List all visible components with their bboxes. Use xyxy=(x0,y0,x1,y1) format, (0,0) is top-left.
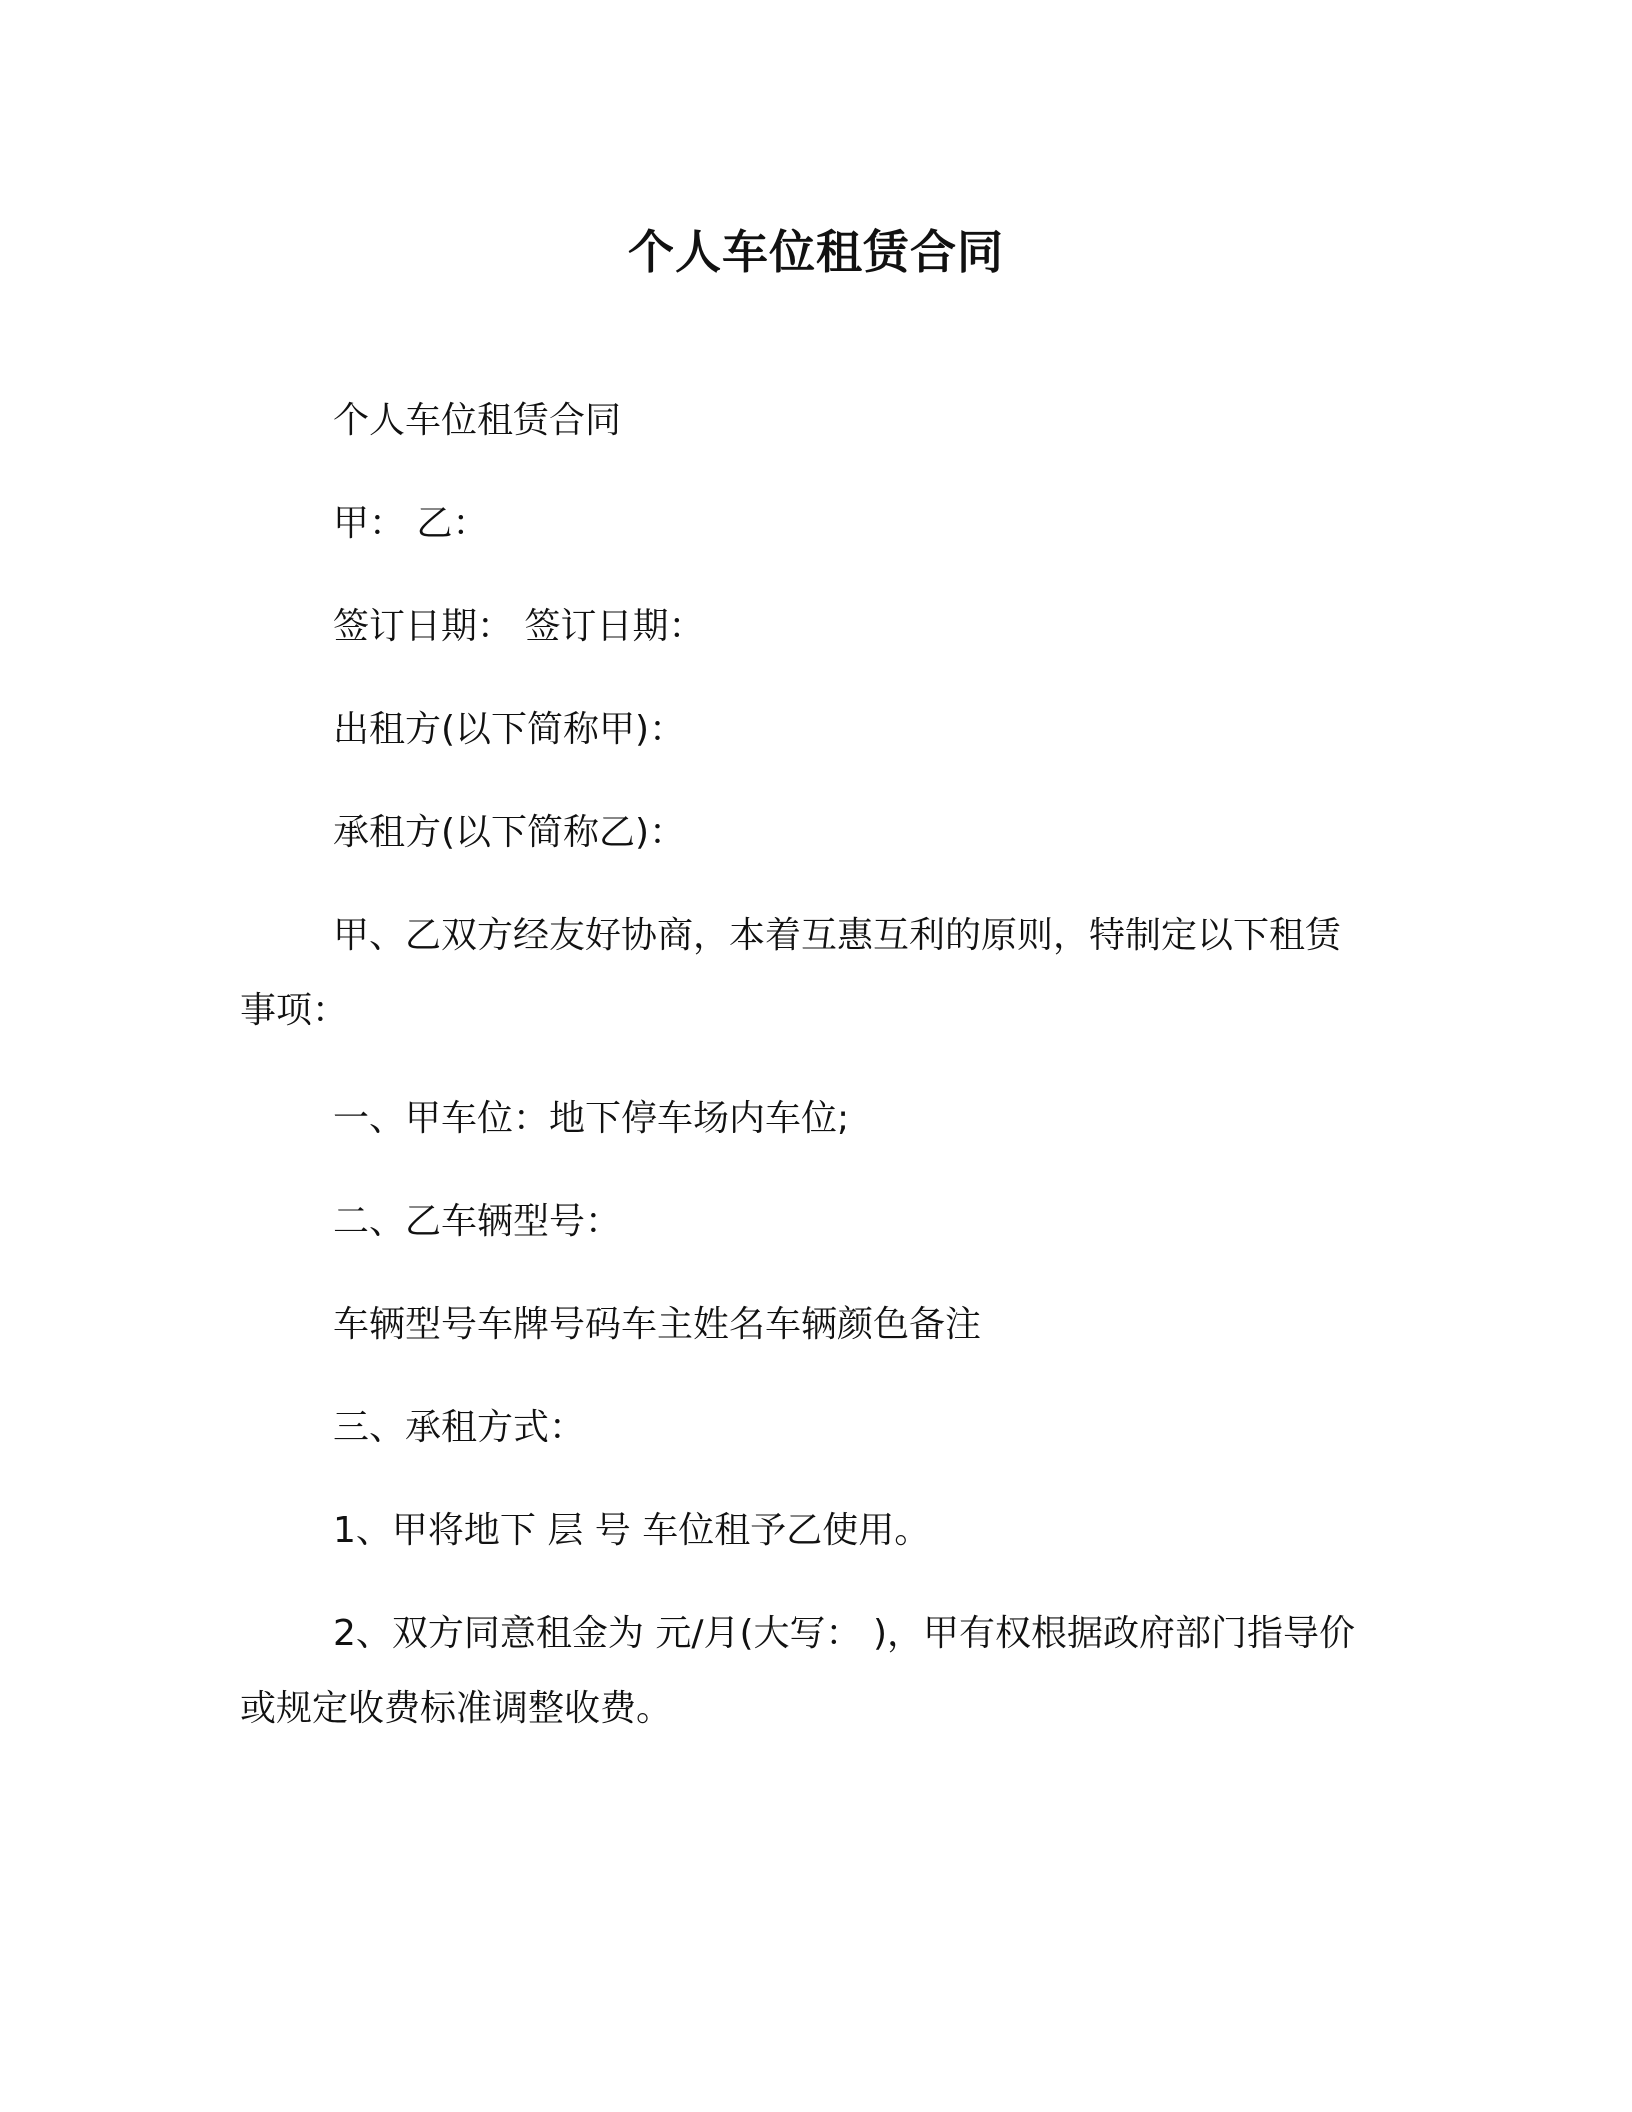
paragraph-vehicle-fields: 车辆型号车牌号码车主姓名车辆颜色备注 xyxy=(333,1304,982,1345)
paragraph-intro-line2: 事项： xyxy=(240,990,349,1031)
paragraph-lessee: 承租方(以下简称乙)： xyxy=(333,812,686,853)
paragraph-clause-3: 三、承租方式： xyxy=(333,1407,586,1448)
paragraph-item-2-line2: 或规定收费标准调整收费。 xyxy=(240,1688,673,1729)
paragraph-lessor: 出租方(以下简称甲)： xyxy=(333,709,686,750)
paragraph-heading: 个人车位租赁合同 xyxy=(333,400,622,441)
paragraph-parties: 甲： 乙： xyxy=(333,503,489,544)
paragraph-item-1: 1、甲将地下 层 号 车位租予乙使用。 xyxy=(333,1510,931,1551)
paragraph-clause-1: 一、甲车位：地下停车场内车位; xyxy=(333,1098,850,1139)
paragraph-item-2-line1: 2、双方同意租金为 元/月(大写： )，甲有权根据政府部门指导价 xyxy=(333,1613,1356,1654)
paragraph-clause-2: 二、乙车辆型号： xyxy=(333,1201,622,1242)
paragraph-signing-date: 签订日期： 签订日期： xyxy=(333,606,705,647)
document-title: 个人车位租赁合同 xyxy=(628,225,1004,279)
paragraph-intro-line1: 甲、乙双方经友好协商，本着互惠互利的原则，特制定以下租赁 xyxy=(333,915,1342,956)
